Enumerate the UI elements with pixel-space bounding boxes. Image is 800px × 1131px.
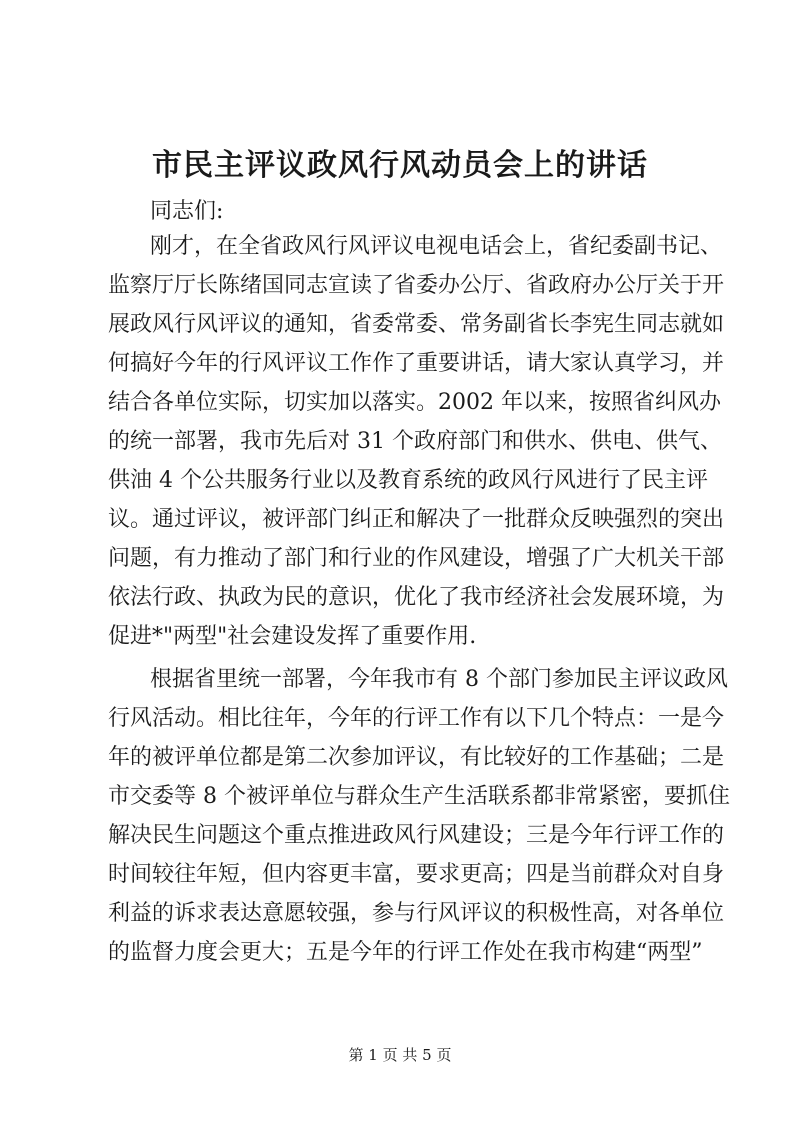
document-title: 市民主评议政风行风动员会上的讲话 [152, 148, 648, 183]
paragraph-line: 供油 4 个公共服务行业以及教育系统的政风行风进行了民主评 [108, 468, 708, 493]
paragraph-line: 结合各单位实际，切实加以落实。2002 年以来，按照省纠风办 [108, 390, 721, 415]
paragraph-line: 依法行政、执政为民的意识，优化了我市经济社会发展环境，为 [108, 585, 725, 610]
paragraph-line: 监察厅厅长陈绪国同志宣读了省委办公厅、省政府办公厅关于开 [108, 273, 725, 298]
paragraph-2 [108, 660, 730, 972]
paragraph-1 [108, 227, 725, 656]
paragraph-line: 根据省里统一部署，今年我市有 8 个部门参加民主评议政风 [150, 667, 728, 692]
paragraph-line: 时间较往年短，但内容更丰富，要求更高；四是当前群众对自身 [108, 862, 725, 887]
paragraph-line: 何搞好今年的行风评议工作作了重要讲话，请大家认真学习，并 [108, 351, 725, 376]
paragraph-line: 促进*"两型"社会建设发挥了重要作用. [108, 624, 477, 649]
paragraph-line: 市交委等 8 个被评单位与群众生产生活联系都非常紧密，要抓住 [108, 784, 730, 809]
paragraph-line: 的监督力度会更大；五是今年的行评工作处在我市构建“两型” [108, 940, 703, 965]
paragraph-line: 行风活动。相比往年，今年的行评工作有以下几个特点：一是今 [108, 706, 725, 731]
paragraph-line: 问题，有力推动了部门和行业的作风建设，增强了广大机关干部 [108, 546, 725, 571]
paragraph-line: 展政风行风评议的通知，省委常委、常务副省长李宪生同志就如 [108, 312, 725, 337]
paragraph-line: 年的被评单位都是第二次参加评议，有比较好的工作基础；二是 [108, 745, 725, 770]
paragraph-line: 解决民生问题这个重点推进政风行风建设；三是今年行评工作的 [108, 823, 725, 848]
paragraph-line: 利益的诉求表达意愿较强，参与行风评议的积极性高，对各单位 [108, 901, 725, 926]
page-footer: 第 1 页 共 5 页 [348, 1046, 452, 1064]
paragraph-line: 议。通过评议，被评部门纠正和解决了一批群众反映强烈的突出 [108, 507, 725, 532]
salutation: 同志们: [150, 199, 224, 224]
paragraph-line: 的统一部署，我市先后对 31 个政府部门和供水、供电、供气、 [108, 429, 722, 454]
paragraph-line: 刚才，在全省政风行风评议电视电话会上，省纪委副书记、 [150, 234, 723, 259]
